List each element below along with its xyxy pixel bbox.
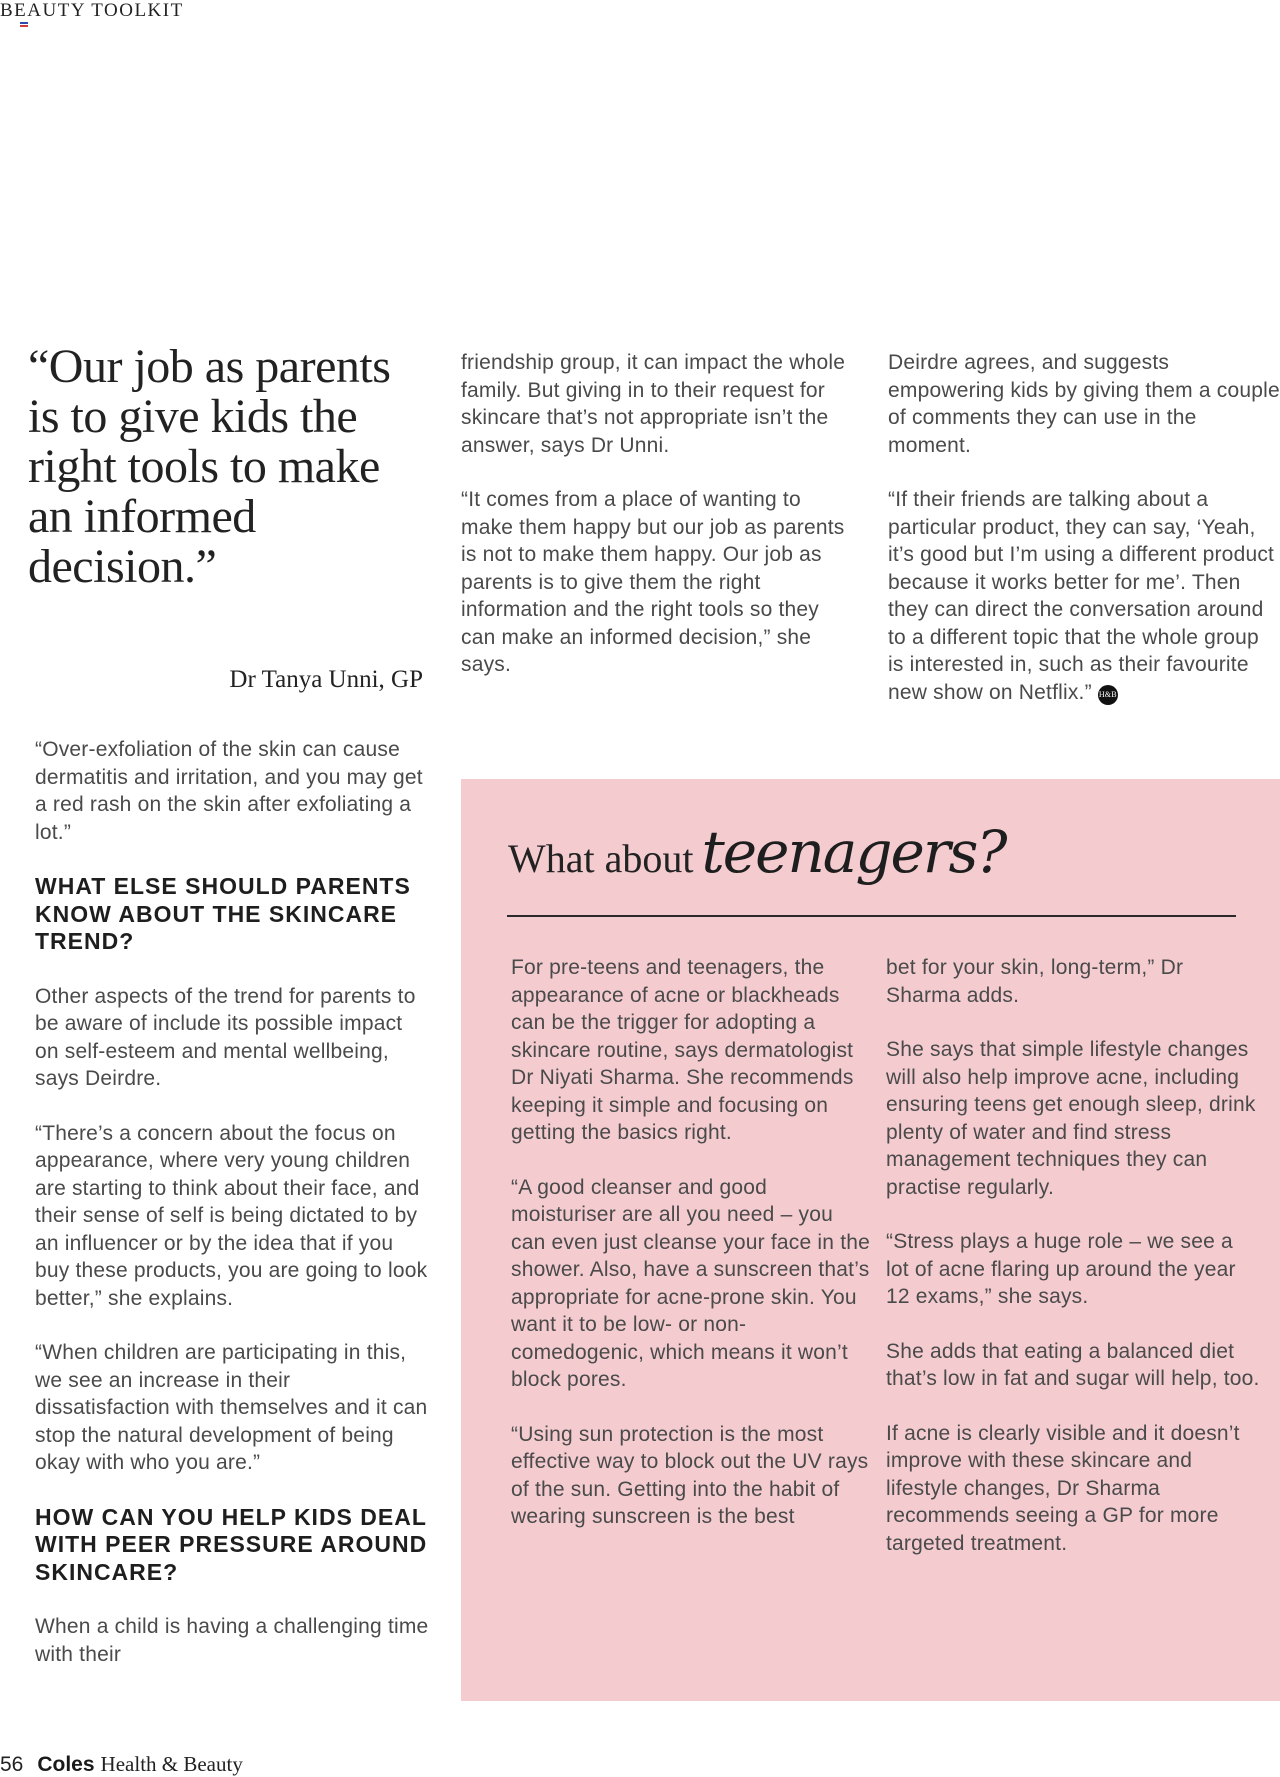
page-number: 56: [0, 1753, 24, 1776]
paragraph: Deirdre agrees, and suggests empowering kids by giving them a couple of comments they can use in the moment.: [888, 351, 1280, 457]
section-heading: WHAT ELSE SHOULD PARENTS KNOW ABOUT THE SKINCARE TREND?: [35, 873, 411, 954]
paragraph: friendship group, it can impact the whole family. But giving in to their request for skincare that’s not appropriate isn’t the answer, says Dr Unni.: [461, 351, 846, 457]
sidebar-column-2: [886, 954, 1261, 1584]
sidebar-title: [508, 818, 1005, 886]
paragraph: “Stress plays a huge role – we see a lot of acne flaring up around the year 12 exams,” she says.: [886, 1230, 1236, 1308]
footer-brand: Coles: [37, 1753, 95, 1776]
paragraph: “Using sun protection is the most effective way to block out the UV rays of the sun. Getting into the habit of wearing sunscreen is the best: [511, 1422, 869, 1528]
paragraph: “When children are participating in this, we see an increase in their dissatisfaction with themselves and it can stop the natural development of being okay with who you are.”: [35, 1341, 428, 1474]
sidebar-title-script: teenagers?: [701, 818, 1006, 886]
paragraph: She says that simple lifestyle changes will also help improve acne, including ensuring teens get enough sleep, drink plenty of water and find stress management techniques they can practise regularly.: [886, 1038, 1256, 1199]
sidebar-divider: [507, 915, 1236, 917]
sidebar-column-1: [511, 954, 871, 1558]
paragraph: bet for your skin, long-term,” Dr Sharma adds.: [886, 956, 1184, 1007]
pull-quote: “Our job as parents is to give kids the right tools to make an informed decision.”: [28, 340, 391, 593]
footer-publication: Health & Beauty: [100, 1752, 243, 1776]
pull-quote-attribution: Dr Tanya Unni, GP: [229, 666, 423, 693]
paragraph: For pre-teens and teenagers, the appearance of acne or blackheads can be the trigger for adopting a skincare routine, says dermatologist Dr Niyati Sharma. She recommends keeping it simple and focusing on getting the basics right.: [511, 956, 854, 1144]
paragraph: If acne is clearly visible and it doesn’t improve with these skincare and lifestyle changes, Dr Sharma recommends seeing a GP for more targeted treatment.: [886, 1421, 1240, 1555]
paragraph: She adds that eating a balanced diet that’s low in fat and sugar will help, too.: [886, 1339, 1260, 1390]
sidebar-title-prefix: What about: [508, 836, 694, 881]
page-footer: [0, 1752, 243, 1777]
end-mark-badge: H&B: [1098, 685, 1118, 705]
flag-mark-icon: [20, 22, 28, 28]
section-heading: HOW CAN YOU HELP KIDS DEAL WITH PEER PRESSURE AROUND SKINCARE?: [35, 1503, 428, 1585]
paragraph: “Over-exfoliation of the skin can cause dermatitis and irritation, and you may get a red rash on the skin after exfoliating a lot.”: [35, 738, 423, 844]
article-column-1: [35, 736, 430, 1695]
article-column-2: [461, 349, 851, 706]
paragraph: Other aspects of the trend for parents to be aware of include its possible impact on self-esteem and mental wellbeing, says Deirdre.: [35, 984, 416, 1090]
paragraph-text: “If their friends are talking about a particular product, they can say, ‘Yeah, it’s good but I’m using a different product because it works better for me’. Then they can direct the conversation around to a different topic that the whole group is interested in, such as their favourite new show on Netflix.”: [888, 488, 1275, 704]
article-column-3: [888, 349, 1280, 733]
paragraph: “There’s a concern about the focus on appearance, where very young children are starting to think about their face, and their sense of self is being dictated to by an influencer or by the idea that if you buy these products, you are going to look better,” she explains.: [35, 1121, 428, 1310]
paragraph: “It comes from a place of wanting to make them happy but our job as parents is not to make them happy. Our job as parents is to give them the right information and the right tools so they can make an informed decision,” she says.: [461, 488, 845, 676]
paragraph: When a child is having a challenging time with their: [35, 1615, 429, 1666]
section-tag: BEAUTY TOOLKIT: [0, 0, 184, 21]
paragraph: “A good cleanser and good moisturiser are all you need – you can even just cleanse your face in the shower. Also, have a sunscreen that’s appropriate for acne-prone skin. You want it to be low- or non-comedogenic, which means it won’t block pores.: [511, 1175, 870, 1391]
paragraph: [888, 486, 1280, 706]
